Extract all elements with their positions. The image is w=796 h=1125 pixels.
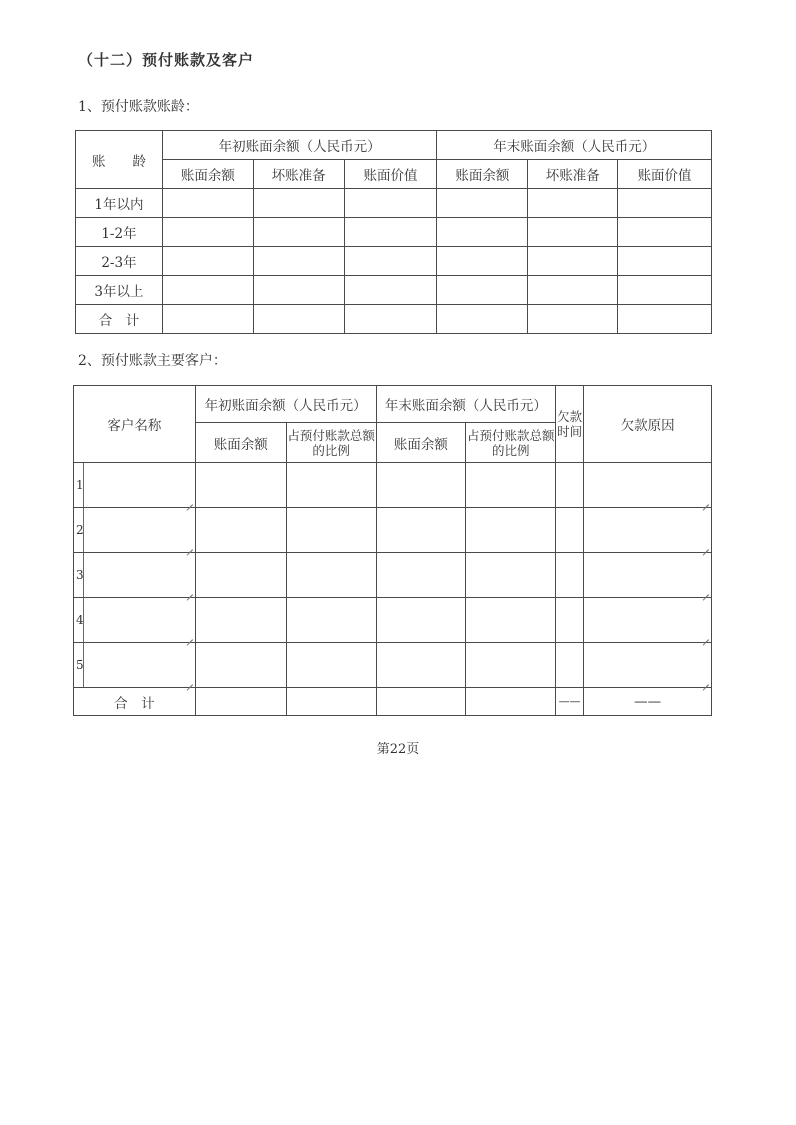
aging-cell[interactable]: [437, 276, 528, 305]
aging-cell[interactable]: [618, 218, 712, 247]
customer-cell[interactable]: [195, 463, 286, 508]
aging-cell[interactable]: [253, 247, 344, 276]
debt-time-cell[interactable]: [556, 598, 584, 643]
debt-reason-input[interactable]: [584, 643, 712, 688]
customer-cell[interactable]: [195, 508, 286, 553]
aging-group-end: 年末账面余额（人民币元）: [437, 131, 712, 160]
aging-row-label: 1-2年: [76, 218, 163, 247]
customer-row: [74, 508, 712, 553]
row-number: 4: [76, 613, 84, 627]
ratio-col-header: 占预付账款总额的比例: [286, 423, 376, 463]
customer-cell[interactable]: [466, 598, 556, 643]
resize-grip-icon[interactable]: [187, 544, 193, 550]
aging-cell[interactable]: [344, 305, 437, 334]
aging-row-label: 2-3年: [76, 247, 163, 276]
aging-col-header: 账面余额: [162, 160, 253, 189]
aging-group-begin: 年初账面余额（人民币元）: [162, 131, 437, 160]
balance-col-header: 账面余额: [195, 423, 286, 463]
aging-row-header: 账 龄: [76, 131, 163, 189]
aging-cell[interactable]: [528, 247, 618, 276]
aging-col-header: 账面价值: [618, 160, 712, 189]
customer-cell[interactable]: [466, 553, 556, 598]
customer-name-input[interactable]: [83, 598, 195, 642]
customer-cell[interactable]: [376, 598, 466, 643]
aging-cell[interactable]: [344, 247, 437, 276]
aging-cell[interactable]: [162, 305, 253, 334]
aging-cell[interactable]: [437, 305, 528, 334]
customer-cell[interactable]: [195, 643, 286, 688]
customer-cell[interactable]: [286, 688, 376, 716]
resize-grip-icon[interactable]: [703, 544, 709, 550]
aging-cell[interactable]: [528, 189, 618, 218]
total-time-dash: ——: [556, 688, 584, 716]
resize-grip-icon[interactable]: [703, 634, 709, 640]
customers-table: [73, 385, 712, 716]
resize-grip-icon[interactable]: [703, 499, 709, 505]
aging-cell[interactable]: [528, 305, 618, 334]
aging-cell[interactable]: [162, 189, 253, 218]
customers-group-begin: 年初账面余额（人民币元）: [195, 386, 376, 423]
customers-subtitle: 2、预付账款主要客户：: [78, 353, 227, 369]
customer-cell[interactable]: [466, 643, 556, 688]
aging-row-label: 1年以内: [76, 189, 163, 218]
customers-total-row: [74, 688, 712, 716]
aging-subtitle: 1、预付账款账龄：: [78, 99, 199, 115]
aging-cell[interactable]: [162, 218, 253, 247]
balance-col-header: 账面余额: [376, 423, 466, 463]
customer-cell[interactable]: [195, 553, 286, 598]
debt-time-cell[interactable]: [556, 643, 584, 688]
customer-cell[interactable]: [376, 688, 466, 716]
customer-cell[interactable]: [466, 463, 556, 508]
aging-row: [76, 247, 712, 276]
customer-name-cell[interactable]: [74, 598, 196, 643]
aging-cell[interactable]: [437, 189, 528, 218]
customer-cell[interactable]: [376, 508, 466, 553]
aging-row: [76, 276, 712, 305]
aging-cell[interactable]: [618, 305, 712, 334]
aging-col-header: 账面余额: [437, 160, 528, 189]
ratio-col-header: 占预付账款总额的比例: [466, 423, 556, 463]
resize-grip-icon[interactable]: [703, 679, 709, 685]
aging-cell[interactable]: [253, 218, 344, 247]
customer-cell[interactable]: [286, 598, 376, 643]
customer-name-input[interactable]: [83, 643, 195, 687]
aging-table: [75, 130, 712, 334]
customer-cell[interactable]: [195, 688, 286, 716]
resize-grip-icon[interactable]: [187, 589, 193, 595]
page-number: 第22页: [376, 742, 420, 757]
customer-name-input[interactable]: [83, 463, 195, 507]
aging-cell[interactable]: [253, 189, 344, 218]
customer-cell[interactable]: [376, 643, 466, 688]
aging-cell[interactable]: [344, 189, 437, 218]
resize-grip-icon[interactable]: [703, 589, 709, 595]
aging-cell[interactable]: [528, 218, 618, 247]
row-number: 2: [76, 523, 84, 537]
aging-cell[interactable]: [437, 218, 528, 247]
customer-cell[interactable]: [376, 463, 466, 508]
aging-cell[interactable]: [162, 247, 253, 276]
resize-grip-icon[interactable]: [187, 499, 193, 505]
aging-row: [76, 218, 712, 247]
row-number: 5: [76, 658, 84, 672]
customer-cell[interactable]: [195, 598, 286, 643]
debt-reason-input[interactable]: [584, 553, 712, 598]
customer-name-input[interactable]: [83, 508, 195, 552]
customers-total-label: 合 计: [74, 688, 196, 716]
debt-time-cell[interactable]: [556, 463, 584, 508]
aging-cell[interactable]: [253, 305, 344, 334]
resize-grip-icon[interactable]: [187, 634, 193, 640]
customer-name-cell[interactable]: [74, 463, 196, 508]
customer-cell[interactable]: [466, 688, 556, 716]
aging-cell[interactable]: [162, 276, 253, 305]
aging-cell[interactable]: [253, 276, 344, 305]
aging-cell[interactable]: [618, 247, 712, 276]
customers-group-end: 年末账面余额（人民币元）: [376, 386, 556, 423]
customer-cell[interactable]: [286, 463, 376, 508]
debt-reason-input[interactable]: [584, 463, 712, 508]
debt-time-header: 欠款时间: [556, 386, 584, 463]
aging-total-row: [76, 305, 712, 334]
customer-cell[interactable]: [286, 553, 376, 598]
aging-col-header: 账面价值: [344, 160, 437, 189]
aging-cell[interactable]: [618, 276, 712, 305]
row-number: 3: [76, 568, 84, 582]
customer-cell[interactable]: [286, 643, 376, 688]
debt-time-cell[interactable]: [556, 508, 584, 553]
customer-name-cell[interactable]: [74, 553, 196, 598]
customer-row: [74, 598, 712, 643]
section-title: （十二）预付账款及客户: [78, 51, 255, 69]
aging-cell[interactable]: [618, 189, 712, 218]
aging-cell[interactable]: [437, 247, 528, 276]
customer-row: [74, 643, 712, 688]
debt-reason-input[interactable]: [584, 508, 712, 553]
debt-time-cell[interactable]: [556, 553, 584, 598]
aging-row: [76, 189, 712, 218]
aging-col-header: 坏账准备: [528, 160, 618, 189]
aging-row-label: 3年以上: [76, 276, 163, 305]
customer-cell[interactable]: [286, 508, 376, 553]
customer-name-input[interactable]: [83, 553, 195, 597]
customer-cell[interactable]: [376, 553, 466, 598]
debt-reason-input[interactable]: [584, 598, 712, 643]
total-reason-dash: ——: [584, 688, 712, 716]
debt-reason-header: 欠款原因: [584, 386, 712, 463]
row-number: 1: [76, 478, 84, 492]
customer-row: [74, 463, 712, 508]
customer-row: [74, 553, 712, 598]
aging-total-label: 合 计: [76, 305, 163, 334]
aging-cell[interactable]: [528, 276, 618, 305]
resize-grip-icon[interactable]: [187, 679, 193, 685]
customer-cell[interactable]: [466, 508, 556, 553]
aging-cell[interactable]: [344, 218, 437, 247]
customer-name-header: 客户名称: [74, 386, 196, 463]
aging-col-header: 坏账准备: [253, 160, 344, 189]
aging-cell[interactable]: [344, 276, 437, 305]
customer-name-cell[interactable]: [74, 643, 196, 688]
customer-name-cell[interactable]: [74, 508, 196, 553]
